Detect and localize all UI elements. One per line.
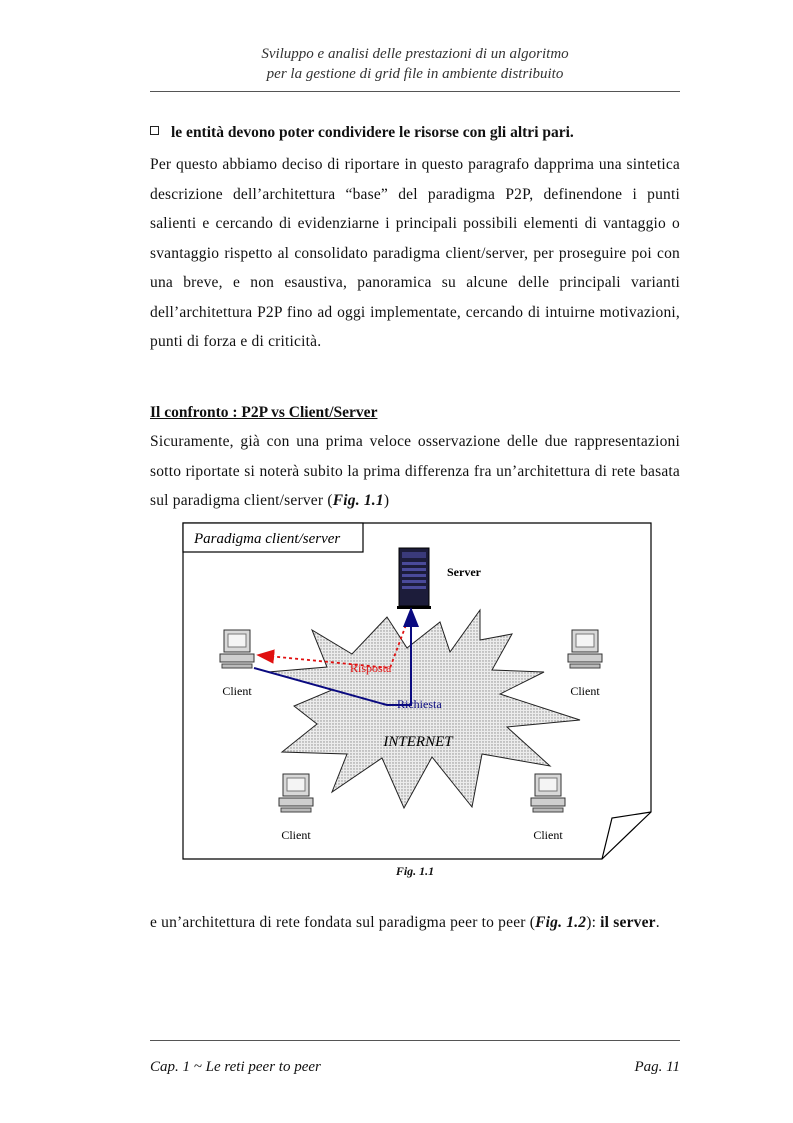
client-icon-right (568, 630, 602, 668)
footer-rule (150, 1040, 680, 1041)
client-icon-left (220, 630, 254, 668)
client-label-bottom-left: Client (281, 828, 311, 842)
figure-title: Paradigma client/server (194, 531, 341, 547)
bullet-item (150, 124, 574, 142)
figure-caption: Fig. 1.1 (395, 864, 435, 878)
paragraph-2 (150, 427, 680, 516)
paragraph-3 (150, 908, 680, 938)
response-label: Risposta (350, 661, 392, 675)
bullet-text: le entità devono poter condividere le risorse con gli altri pari. (171, 124, 574, 141)
paragraph-1-text: Per questo abbiamo deciso di riportare in questo paragrafo dapprima una sintetica descrizione dell’architettura “base” del paradigma P2P, definendone i punti salienti e cercando di evidenziarne i principali possibili elementi di vantaggio o svantaggio rispetto al consolidato paradigma client/server, per proseguire poi con una breve, e non esaustiva, panoramica su alcune delle principali varianti dell’architettura P2P fino ad oggi implementate, cercando di intuirne motivazioni, punti di forza e di criticità. (150, 156, 680, 350)
paragraph-2-text: Sicuramente, già con una prima veloce osservazione delle due rappresentazioni sotto riportate si noterà subito la prima differenza fra un’architettura di rete basata sul paradigma client/server ( (150, 433, 680, 509)
client-icon-bottom-left (279, 774, 313, 812)
internet-label: INTERNET (383, 734, 453, 750)
page-footer (150, 1059, 680, 1076)
server-icon (397, 548, 431, 609)
figure-reference: Fig. 1.1 (332, 492, 384, 509)
footer-chapter: Cap. 1 ~ Le reti peer to peer (150, 1059, 321, 1075)
section-title: Il confronto : P2P vs Client/Server (150, 404, 378, 421)
client-label-right: Client (570, 684, 600, 698)
paragraph-1 (150, 150, 680, 357)
request-label: Richiesta (397, 697, 442, 711)
paragraph-3-text: e un’architettura di rete fondata sul paradigma peer to peer ( (150, 914, 536, 931)
paragraph-3-end: . (655, 914, 660, 931)
client-icon-bottom-right (531, 774, 565, 812)
header-rule (150, 91, 680, 92)
paragraph-3-bold: il server (600, 914, 656, 931)
page-header (150, 44, 680, 84)
figure-canvas (182, 522, 652, 860)
figure-client-server (182, 522, 652, 860)
server-label: Server (447, 565, 481, 579)
bullet-square-icon (150, 126, 159, 135)
figure-reference-2: Fig. 1.2 (535, 914, 587, 931)
header-line-1: Sviluppo e analisi delle prestazioni di un algoritmo (261, 46, 569, 62)
paragraph-2-close: ) (383, 492, 390, 509)
paragraph-3-middle: ): (586, 914, 601, 931)
client-label-bottom-right: Client (533, 828, 563, 842)
header-line-2: per la gestione di grid file in ambiente distribuito (266, 66, 564, 82)
footer-page-number: Pag. 11 (634, 1059, 680, 1075)
client-label-left: Client (222, 684, 252, 698)
